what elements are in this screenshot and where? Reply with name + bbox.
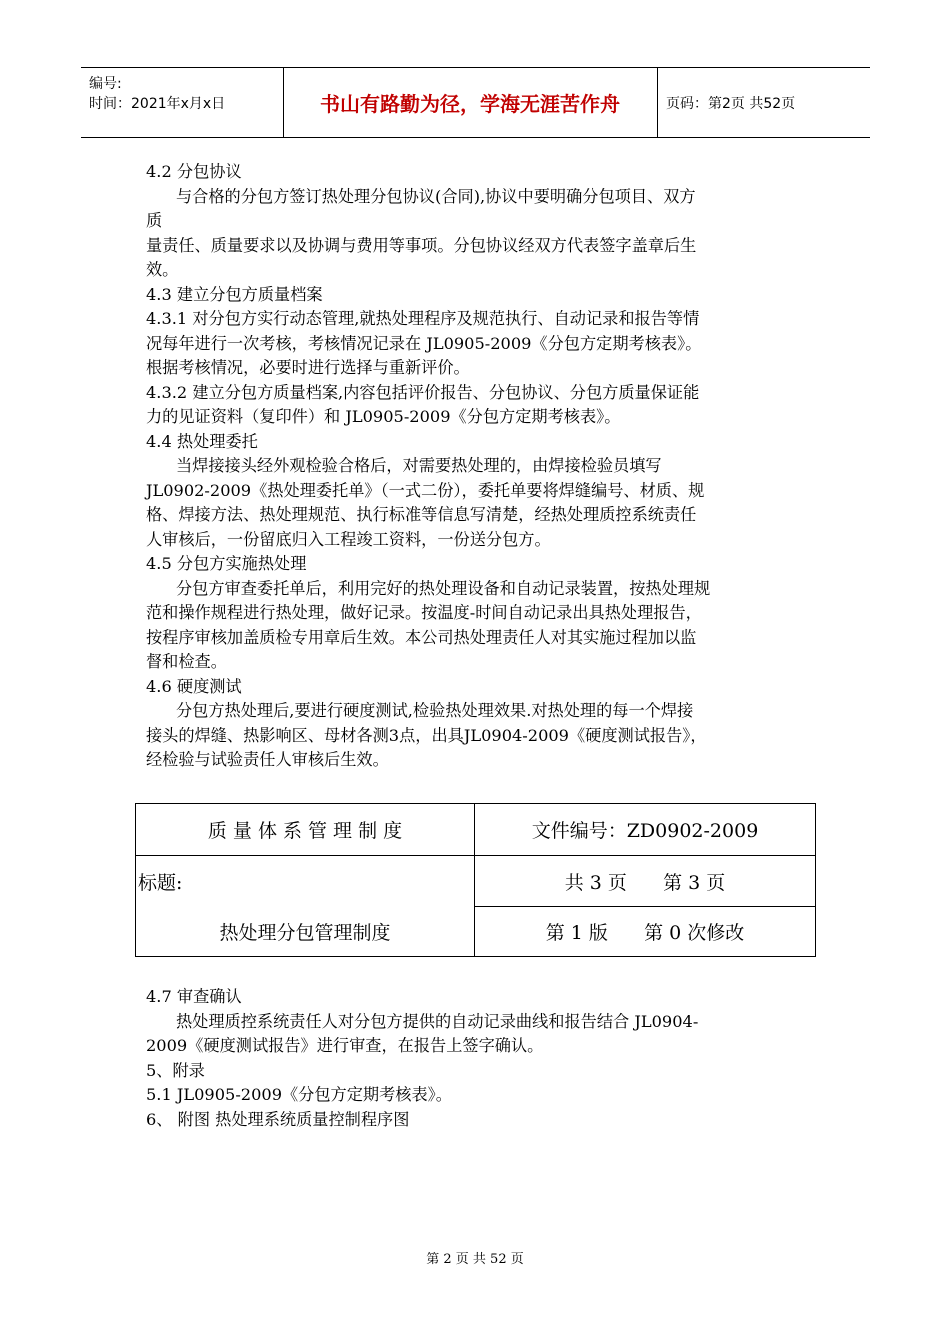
paragraph-line: 格、焊接方法、热处理规范、执行标准等信息写清楚，经热处理质控系统责任 xyxy=(146,505,697,524)
paragraph-line: 分包方审查委托单后，利用完好的热处理设备和自动记录装置，按热处理规 xyxy=(176,578,711,598)
paragraph-line: 效。 xyxy=(146,260,179,279)
header-motto: 书山有路勤为径，学海无涯苦作舟 xyxy=(320,92,620,116)
header-page-info: 页码：第2页 共52页 xyxy=(666,95,796,112)
paragraph-line: 当焊接接头经外观检验合格后，对需要热处理的，由焊接检验员填写 xyxy=(176,456,662,475)
section-title: 4.3 建立分包方质量档案 xyxy=(146,284,323,304)
paragraph-line: 6、 附图 热处理系统质量控制程序图 xyxy=(146,1109,410,1129)
section-title: 4.5 分包方实施热处理 xyxy=(146,554,307,573)
header-meta xyxy=(89,74,225,114)
paragraph-line: 4.3.1 对分包方实行动态管理,就热处理程序及规范执行、自动记录和报告等情 xyxy=(146,309,700,328)
paragraph-line: 按程序审核加盖质检专用章后生效。本公司热处理责任人对其实施过程加以监 xyxy=(146,627,697,647)
version-cell: 第 1 版 第 0 次修改 xyxy=(545,922,745,944)
paragraph-line: 经检验与试验责任人审核后生效。 xyxy=(146,750,389,769)
doc-number-label: 编号: xyxy=(89,76,122,92)
section-title: 4.6 硬度测试 xyxy=(146,676,242,696)
section-title: 4.4 热处理委托 xyxy=(146,431,258,451)
paragraph-line: 2009《硬度测试报告》进行审查，在报告上签字确认。 xyxy=(146,1036,544,1055)
title-label-cell: 标题: xyxy=(138,871,183,894)
paragraph-line: JL0902-2009《热处理委托单》（一式二份），委托单要将焊缝编号、材质、规 xyxy=(146,480,705,500)
paragraph-line: 接头的焊缝、热影响区、母材各测3点，出具JL0904-2009《硬度测试报告》， xyxy=(146,725,707,745)
document-title-cell: 热处理分包管理制度 xyxy=(219,922,391,944)
paragraph-line: 热处理质控系统责任人对分包方提供的自动记录曲线和报告结合 JL0904- xyxy=(176,1011,699,1031)
header-divider xyxy=(657,68,658,137)
system-name-cell: 质 量 体 系 管 理 制 度 xyxy=(207,820,403,842)
paragraph-line: 人审核后，一份留底归入工程竣工资料，一份送分包方。 xyxy=(146,529,551,549)
page-footer: 第 2 页 共 52 页 xyxy=(426,1252,524,1267)
page-header xyxy=(81,67,870,138)
time-label: 时间：2021年x月x日 xyxy=(89,96,226,112)
paragraph-line: 量责任、质量要求以及协调与费用等事项。分包协议经双方代表签字盖章后生 xyxy=(146,235,697,255)
paragraph-line: 分包方热处理后,要进行硬度测试,检验热处理效果.对热处理的每一个焊接 xyxy=(176,701,694,720)
paragraph-line: 力的见证资料（复印件）和 JL0905-2009《分包方定期考核表》。 xyxy=(146,407,621,426)
section-title: 4.7 审查确认 xyxy=(146,987,242,1006)
paragraph-line: 4.3.2 建立分包方质量档案,内容包括评价报告、分包协议、分包方质量保证能 xyxy=(146,382,700,402)
body-text-bottom xyxy=(146,985,816,1132)
paragraph-line: 与合格的分包方签订热处理分包协议(合同),协议中要明确分包项目、双方 xyxy=(176,186,696,206)
section-title: 4.2 分包协议 xyxy=(146,162,242,181)
document-control-table xyxy=(135,803,816,957)
paragraph-line: 5.1 JL0905-2009《分包方定期考核表》。 xyxy=(146,1085,452,1104)
paragraph-line: 质 xyxy=(146,211,163,230)
file-number-cell: 文件编号：ZD0902-2009 xyxy=(531,820,759,842)
section-title: 5、附录 xyxy=(146,1060,205,1080)
paragraph-line: 范和操作规程进行热处理，做好记录。按温度-时间自动记录出具热处理报告， xyxy=(146,603,702,622)
paragraph-line: 督和检查。 xyxy=(146,652,227,671)
page-count-cell: 共 3 页 第 3 页 xyxy=(564,871,726,894)
paragraph-line: 况每年进行一次考核，考核情况记录在 JL0905-2009《分包方定期考核表》。 xyxy=(146,333,702,353)
body-text-top xyxy=(146,160,816,773)
paragraph-line: 根据考核情况，必要时进行选择与重新评价。 xyxy=(146,358,470,377)
